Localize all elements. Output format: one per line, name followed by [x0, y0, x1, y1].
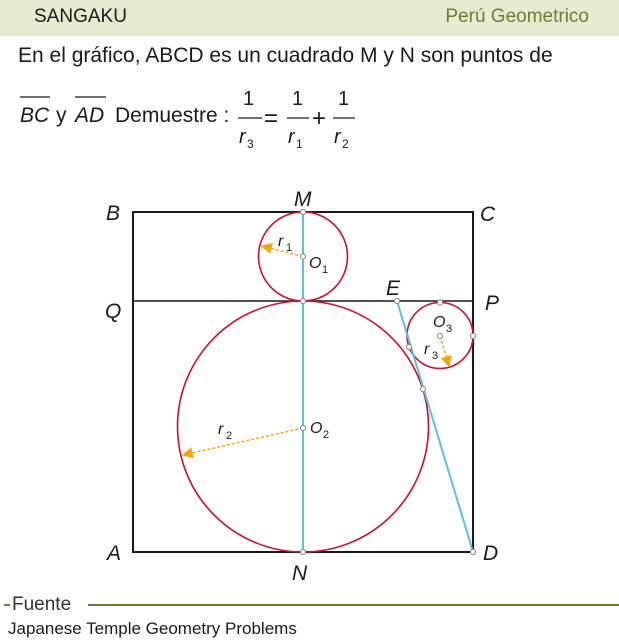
label-c: C	[480, 203, 496, 226]
label-o2-sub: 2	[323, 429, 330, 441]
center-o1-marker	[300, 254, 305, 259]
footer-source: Japanese Temple Geometry Problems	[8, 619, 297, 638]
frac2-subscript: 1	[296, 137, 303, 151]
tangent-ed-o2-marker	[420, 386, 425, 391]
label-r2-sub: 2	[226, 430, 233, 442]
label-r3: r	[424, 341, 430, 358]
label-n: N	[292, 562, 308, 585]
tangent-cd-marker	[470, 333, 475, 338]
label-a: A	[107, 542, 122, 565]
radius-r3	[440, 336, 449, 366]
header-brand: Perú Geometrico	[445, 6, 589, 27]
label-p: P	[485, 292, 500, 315]
segment-ed	[397, 301, 473, 552]
center-o2-marker	[300, 425, 305, 430]
label-m: M	[294, 188, 312, 211]
conjunction: y	[56, 104, 67, 127]
footer-label: Fuente	[12, 594, 72, 615]
point-d-marker	[470, 549, 475, 554]
problem-statement-line1: En el gráfico, ABCD es un cuadrado M y N son puntos de	[18, 44, 553, 67]
frac1-subscript: 3	[247, 137, 254, 151]
label-b: B	[106, 202, 121, 225]
tangent-qp-marker	[437, 300, 442, 305]
label-r3-sub: 3	[432, 350, 439, 362]
center-o3-marker	[437, 333, 442, 338]
label-r1: r	[278, 233, 284, 250]
point-n-marker	[300, 549, 305, 554]
label-r2: r	[218, 421, 224, 438]
label-d: D	[483, 542, 499, 565]
plus-sign: +	[312, 105, 327, 132]
frac1-denominator: r	[239, 126, 246, 148]
label-o1: O	[309, 255, 322, 272]
frac3-subscript: 2	[342, 137, 349, 151]
label-o1-sub: 1	[322, 264, 329, 276]
footer-rule	[88, 604, 619, 606]
radius-r2	[183, 428, 303, 455]
header-title: SANGAKU	[34, 6, 127, 27]
label-o3-sub: 3	[446, 323, 453, 335]
equals-sign: =	[264, 105, 279, 132]
label-q: Q	[105, 300, 122, 323]
frac1-numerator: 1	[243, 88, 255, 110]
demuestre-label: Demuestre :	[115, 104, 230, 127]
label-o3: O	[433, 314, 446, 331]
frac3-numerator: 1	[338, 88, 350, 110]
label-e: E	[386, 277, 401, 300]
frac2-numerator: 1	[292, 88, 304, 110]
tangent-point-marker	[300, 298, 305, 303]
tangent-ed-o3-marker	[406, 344, 411, 349]
segment-ad: AD	[75, 104, 105, 127]
segment-bc: BC	[20, 104, 50, 127]
label-o2: O	[310, 420, 323, 437]
label-r1-sub: 1	[286, 242, 293, 254]
frac3-denominator: r	[334, 126, 341, 148]
frac2-denominator: r	[288, 126, 295, 148]
footer-rule-left	[4, 604, 10, 606]
